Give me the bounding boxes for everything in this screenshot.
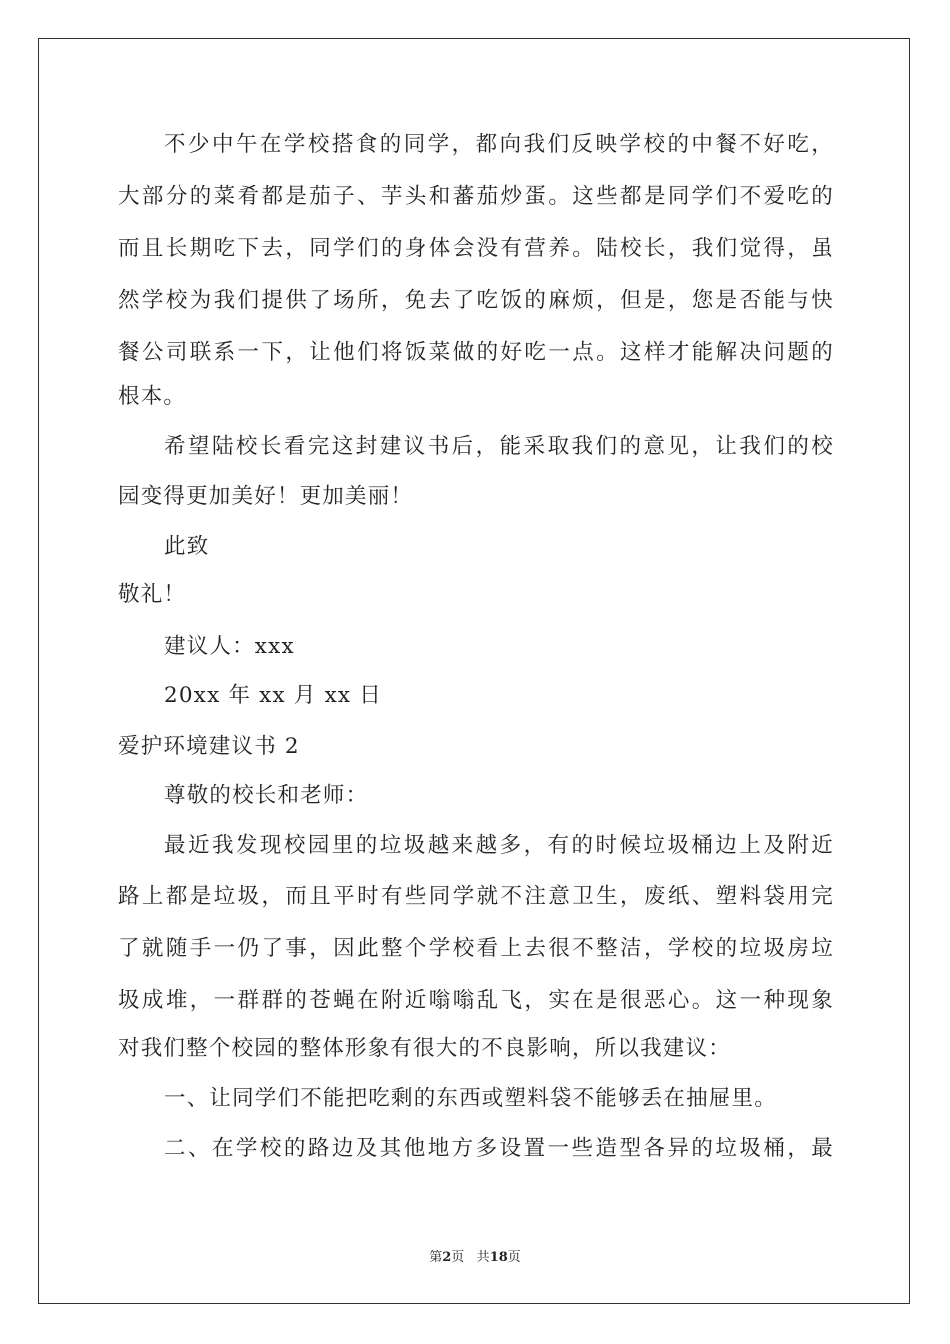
- signature-line: 建议人：xxx: [164, 634, 295, 659]
- paragraph-line: 大部分的菜肴都是茄子、芋头和蕃茄炒蛋。这些都是同学们不爱吃的: [118, 184, 834, 209]
- paragraph-line: 最近我发现校园里的垃圾越来越多，有的时候垃圾桶边上及附近: [164, 833, 834, 858]
- page-suffix: 页: [451, 1250, 465, 1265]
- date-line: 20xx 年 xx 月 xx 日: [164, 683, 382, 708]
- page-footer: [0, 1246, 950, 1265]
- total-pages: 18: [489, 1250, 508, 1265]
- paragraph-line: 希望陆校长看完这封建议书后，能采取我们的意见，让我们的校: [164, 434, 834, 459]
- paragraph-line: 不少中午在学校搭食的同学，都向我们反映学校的中餐不好吃，: [164, 132, 834, 157]
- paragraph-line: 对我们整个校园的整体形象有很大的不良影响，所以我建议：: [118, 1036, 731, 1061]
- paragraph-line: 了就随手一仍了事，因此整个学校看上去很不整洁，学校的垃圾房垃: [118, 936, 834, 961]
- greeting-line: 尊敬的校长和老师：: [164, 783, 369, 808]
- paragraph-line: 然学校为我们提供了场所，免去了吃饭的麻烦，但是，您是否能与快: [118, 288, 834, 313]
- paragraph-line: 路上都是垃圾，而且平时有些同学就不注意卫生，废纸、塑料袋用完: [118, 884, 834, 909]
- paragraph-line: 根本。: [118, 384, 187, 409]
- list-item: 一、让同学们不能把吃剩的东西或塑料袋不能够丢在抽屉里。: [164, 1086, 777, 1111]
- total-suffix: 页: [507, 1250, 521, 1265]
- page-prefix: 第: [429, 1250, 443, 1265]
- paragraph-line: 园变得更加美好！更加美丽！: [118, 484, 414, 509]
- paragraph-line: 餐公司联系一下，让他们将饭菜做的好吃一点。这样才能解决问题的: [118, 340, 834, 365]
- list-item: 二、在学校的路边及其他地方多设置一些造型各异的垃圾桶，最: [164, 1136, 834, 1161]
- paragraph-line: 圾成堆，一群群的苍蝇在附近嗡嗡乱飞，实在是很恶心。这一种现象: [118, 988, 834, 1013]
- closing-salutation: 此致: [164, 534, 210, 559]
- section-title: 爱护环境建议书 2: [118, 734, 300, 759]
- closing-regards: 敬礼！: [118, 582, 187, 607]
- page-number: 2: [442, 1250, 452, 1265]
- paragraph-line: 而且长期吃下去，同学们的身体会没有营养。陆校长，我们觉得，虽: [118, 236, 834, 261]
- total-prefix: 共: [476, 1250, 490, 1265]
